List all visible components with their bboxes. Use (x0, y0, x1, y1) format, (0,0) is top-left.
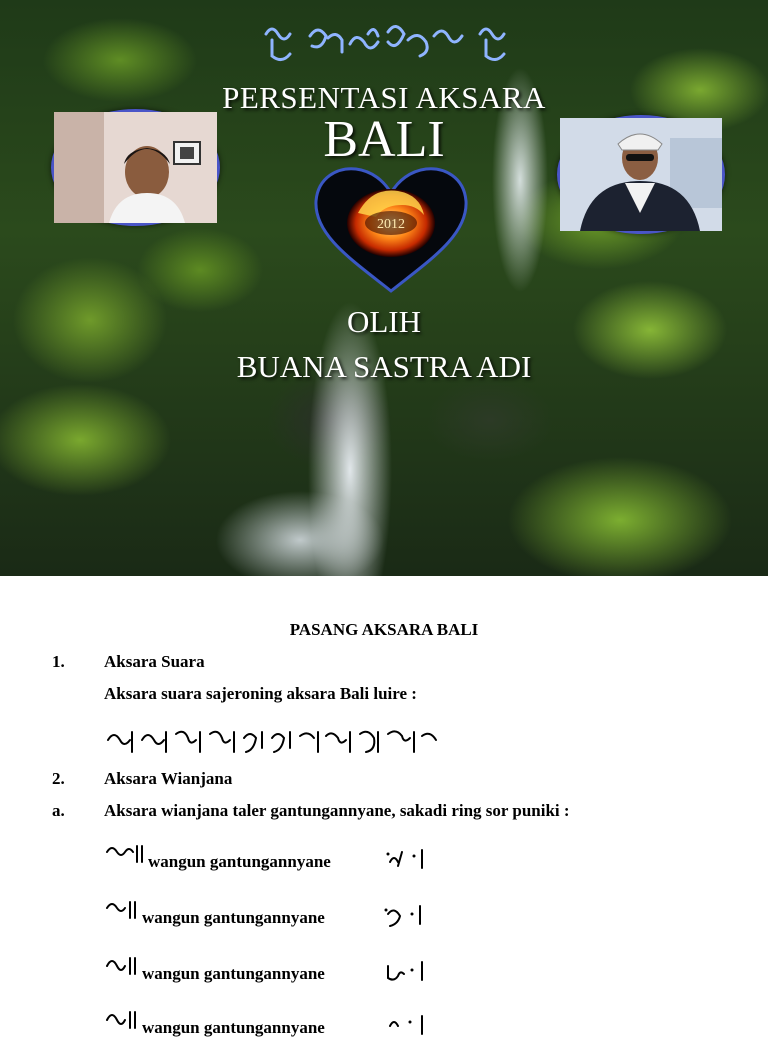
subsection-a-letter: a. (52, 801, 65, 820)
gantungan-na-glyph (382, 902, 428, 932)
presenter-photo-left (51, 109, 220, 226)
doc-heading: PASANG AKSARA BALI (289, 620, 479, 639)
author-name: BUANA SASTRA ADI (236, 349, 532, 384)
section-2-number: 2. (52, 769, 65, 788)
document-body (0, 576, 768, 1037)
aksara-na-glyph (104, 898, 140, 922)
slide-title-line1: PERSENTASI AKSARA (222, 80, 546, 115)
section-1-number: 1. (52, 652, 65, 671)
section-1-title: Aksara Suara (104, 652, 205, 671)
aksara-ca-glyph (104, 954, 140, 978)
aksara-ra-glyph (104, 1008, 140, 1032)
balinese-script-header (258, 14, 518, 74)
aksara-ha-glyph (104, 842, 146, 866)
gantungan-ha-glyph (384, 846, 430, 872)
gantungan-ra-glyph (384, 1012, 430, 1036)
row-2-label: wangun gantungannyane (142, 908, 325, 927)
aksara-suara-script-image (104, 724, 444, 760)
subsection-a-text: Aksara wianjana taler gantungannyane, sakadi ring sor puniki : (104, 801, 570, 820)
row-1-label: wangun gantungannyane (148, 852, 331, 871)
fire-dragon-emblem (312, 165, 470, 293)
author-label: OLIH (346, 304, 422, 339)
gantungan-ca-glyph (384, 958, 430, 986)
row-3-label: wangun gantungannyane (142, 964, 325, 983)
section-2-title: Aksara Wianjana (104, 769, 233, 788)
section-1-intro: Aksara suara sajeroning aksara Bali luire : (104, 684, 417, 703)
presenter-photo-right (557, 115, 725, 234)
slide-title-line2: BALI (323, 111, 445, 168)
emblem-year: 2012 (377, 217, 405, 232)
row-4-label: wangun gantungannyane (142, 1018, 325, 1037)
